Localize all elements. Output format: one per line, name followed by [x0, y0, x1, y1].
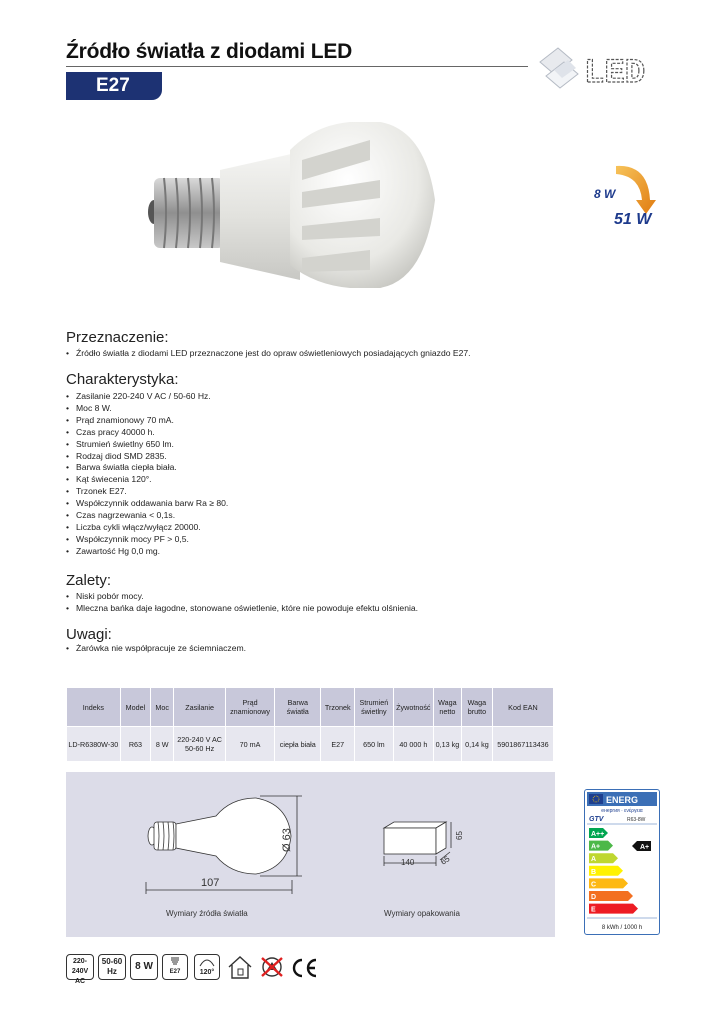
led-logo-text: LED [584, 55, 646, 93]
column-header: Trzonek [321, 688, 355, 727]
list-item: • Trzonek E27. [66, 486, 228, 498]
table-cell: ciepła biała [275, 727, 321, 762]
column-header: Żywotność [393, 688, 433, 727]
energy-consumption: 8 kWh / 1000 h [601, 925, 643, 931]
table-cell: E27 [321, 727, 355, 762]
column-header: Kod EAN [492, 688, 553, 727]
energy-label-title: ENERG [606, 795, 639, 805]
bulb-image [140, 100, 450, 305]
led-logo [536, 40, 661, 94]
ce-mark-icon [290, 956, 318, 980]
table-header-row [67, 688, 554, 727]
power-icon: 8 W [130, 954, 158, 980]
table-cell: 40 000 h [393, 727, 433, 762]
list-item: • Barwa światła ciepła biała. [66, 462, 228, 474]
box-dimensions-caption: Wymiary opakowania [384, 909, 460, 918]
led-chip-icon [540, 48, 578, 88]
list-item: • Strumień świetlny 650 lm. [66, 439, 228, 451]
bulb-length-value: 107 [201, 877, 220, 889]
list-item: • Żarówka nie współpracuje ze ściemniaczem. [66, 643, 246, 655]
bulb-dimensions-caption: Wymiary źródła światła [166, 909, 248, 918]
list-item: • Współczynnik oddawania barw Ra ≥ 80. [66, 498, 228, 510]
list-item: • Zawartość Hg 0,0 mg. [66, 546, 228, 558]
energy-class-bars [589, 828, 638, 914]
energy-label-subtitle: енергия · ενέργεια [601, 808, 643, 814]
indoor-use-icon [226, 954, 254, 980]
table-cell: 650 lm [354, 727, 393, 762]
characteristics-list [66, 391, 228, 558]
no-dimmer-icon [258, 954, 286, 980]
list-item: • Czas nagrzewania < 0,1s. [66, 510, 228, 522]
column-header: Model [120, 688, 151, 727]
energy-label-brand: GTV [589, 816, 604, 823]
advantages-list [66, 591, 418, 615]
characteristics-heading: Charakterystyka: [66, 371, 179, 388]
actual-power: 8 W [594, 187, 616, 201]
wattage-equivalence [578, 160, 658, 230]
list-item: • Czas pracy 40000 h. [66, 427, 228, 439]
beam-angle-icon [194, 954, 220, 980]
list-item: • Zasilanie 220-240 V AC / 50-60 Hz. [66, 391, 228, 403]
column-header: Waga netto [433, 688, 461, 727]
energy-class-bar [589, 904, 638, 914]
table-cell: 5901867113436 [492, 727, 553, 762]
spec-table [66, 687, 554, 762]
table-cell: 70 mA [226, 727, 275, 762]
purpose-heading: Przeznaczenie: [66, 329, 169, 346]
list-item: • Współczynnik mocy PF > 0,5. [66, 534, 228, 546]
column-header: Zasilanie [174, 688, 226, 727]
list-item: • Kąt świecenia 120°. [66, 474, 228, 486]
notes-list [66, 643, 246, 655]
bulb-diameter-value: Ø 63 [281, 828, 293, 852]
table-row [67, 727, 554, 762]
list-item: • Źródło światła z diodami LED przeznaczone jest do opraw oświetleniowych posiadających gniazdo E27. [66, 348, 471, 360]
table-cell: 0,14 kg [461, 727, 492, 762]
energy-class-label: D [591, 894, 597, 901]
energy-class-label: A+ [591, 843, 601, 851]
list-item: • Rodzaj diod SMD 2835. [66, 451, 228, 463]
energy-rating: A+ [640, 844, 650, 851]
energy-rating-arrow [632, 841, 651, 851]
column-header: Waga brutto [461, 688, 492, 727]
page-title: Źródło światła z diodami LED [66, 40, 353, 63]
table-cell: R63 [120, 727, 151, 762]
energy-class-label: B [591, 868, 597, 876]
list-item: • Moc 8 W. [66, 403, 228, 415]
column-header: Prąd znamionowy [226, 688, 275, 727]
energy-class-label: A [591, 856, 597, 864]
curved-arrow-icon [616, 166, 656, 214]
energy-class-label: A++ [591, 831, 605, 838]
bulb-dimension-drawing [146, 796, 302, 894]
advantages-heading: Zalety: [66, 572, 112, 589]
voltage-icon: 220-240V AC [66, 954, 94, 980]
table-cell: 0,13 kg [433, 727, 461, 762]
box-depth-value: 65 [438, 854, 452, 867]
column-header: Barwa światła [275, 688, 321, 727]
dimensions-panel [66, 772, 555, 937]
column-header: Indeks [67, 688, 121, 727]
list-item: • Niski pobór mocy. [66, 591, 418, 603]
table-cell: 220-240 V AC 50-60 Hz [174, 727, 226, 762]
socket-badge: E27 [66, 72, 162, 100]
equivalent-power: 51 W [614, 211, 652, 228]
socket-icon [162, 954, 188, 980]
table-cell: LD-R6380W-30 [67, 727, 121, 762]
energy-label [584, 789, 660, 935]
notes-heading: Uwagi: [66, 626, 112, 643]
column-header: Strumień świetlny [354, 688, 393, 727]
table-cell: 8 W [151, 727, 174, 762]
list-item: • Liczba cykli włącz/wyłącz 20000. [66, 522, 228, 534]
column-header: Moc [151, 688, 174, 727]
box-length-value: 140 [401, 858, 415, 867]
list-item: • Mleczna bańka daje łagodne, stonowane oświetlenie, które nie powoduje efektu olśnienia. [66, 603, 418, 615]
energy-class-label: E [591, 906, 596, 914]
beam-angle-label: 120° [199, 969, 215, 976]
title-divider [66, 66, 528, 67]
energy-class-label: C [591, 881, 597, 889]
purpose-list [66, 348, 471, 360]
list-item: • Prąd znamionowy 70 mA. [66, 415, 228, 427]
box-height-value: 65 [455, 831, 464, 840]
energy-label-model: R63-8W [627, 817, 646, 823]
eu-flag-icon [589, 794, 603, 804]
frequency-icon: 50-60 Hz [98, 954, 126, 980]
socket-icon-label: E27 [169, 969, 181, 975]
